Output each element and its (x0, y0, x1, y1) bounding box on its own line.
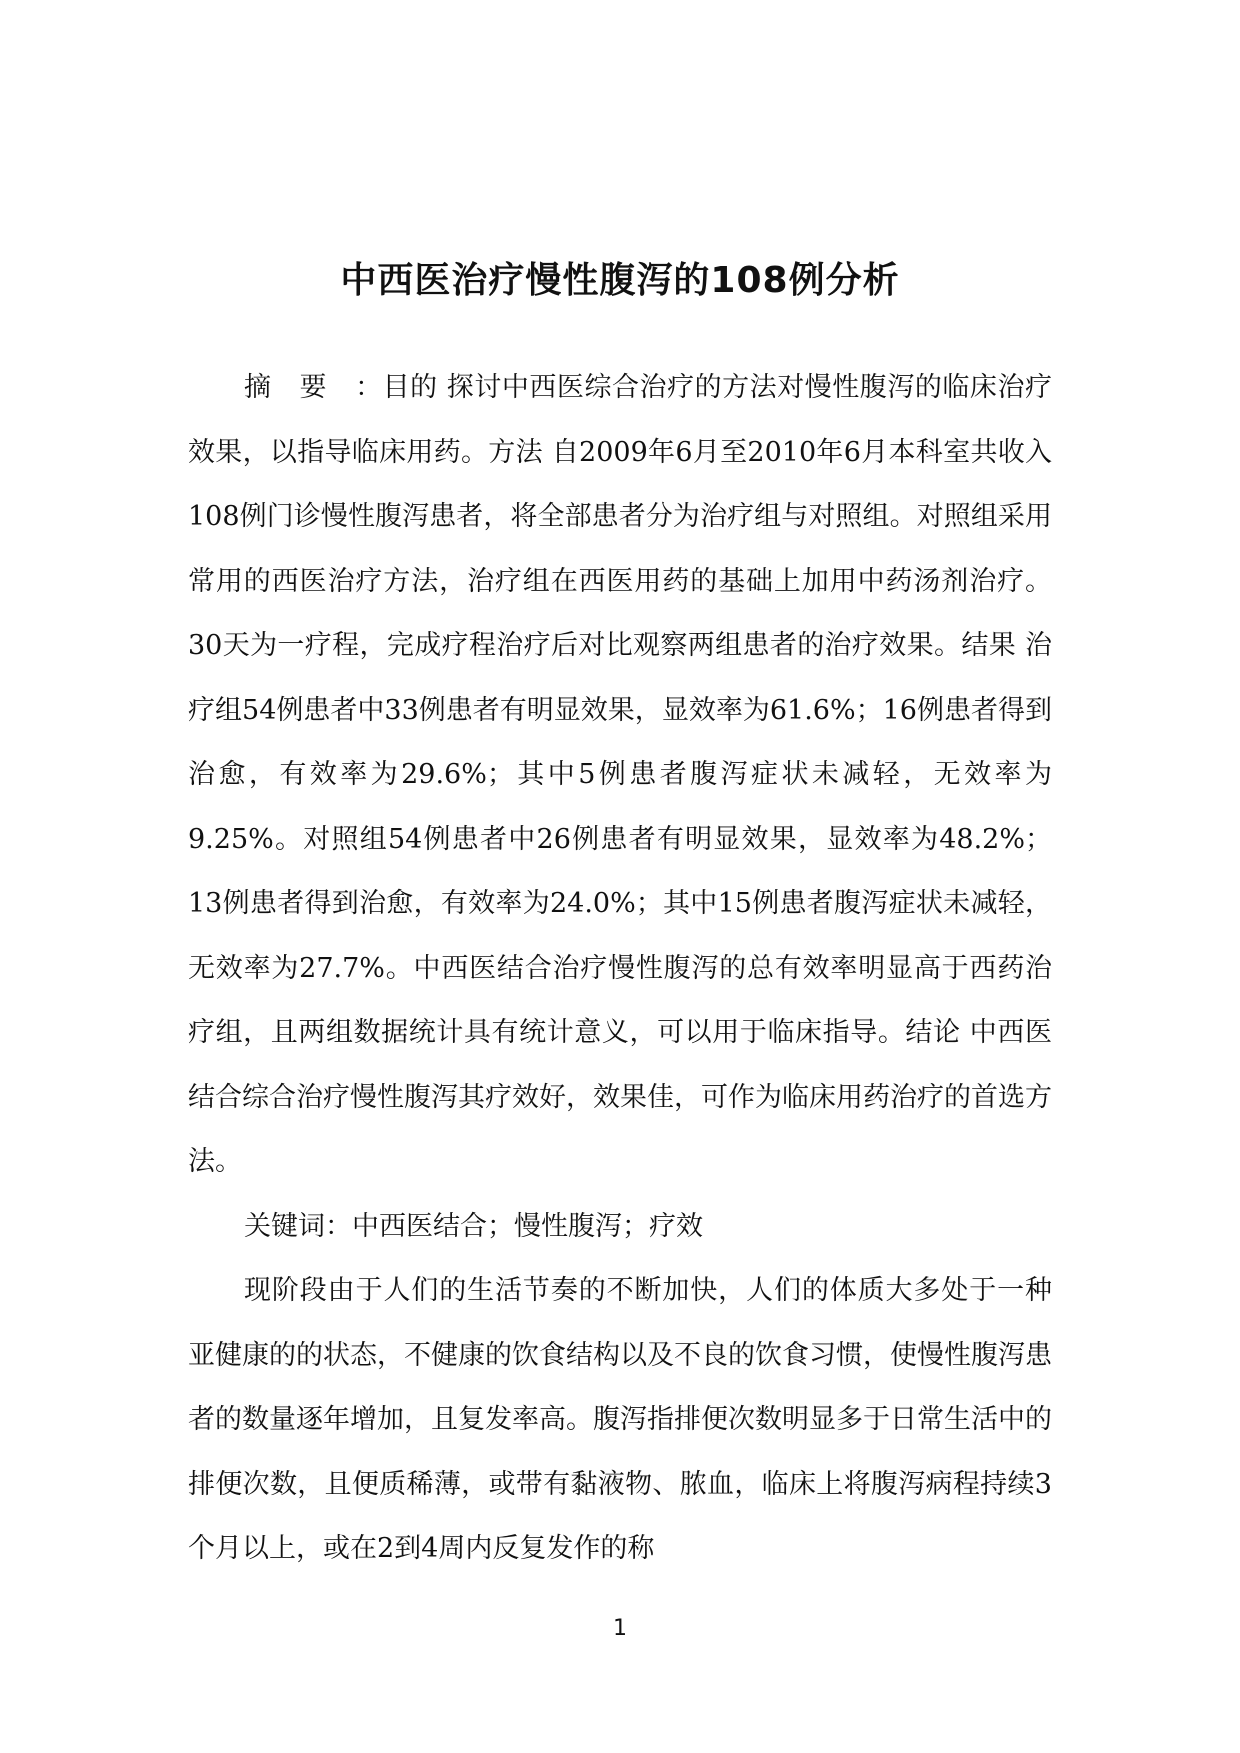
paper-title: 中西医治疗慢性腹泻的108例分析 (340, 260, 900, 301)
abstract-text: ：目的 探讨中西医综合治疗的方法对慢性腹泻的临床治疗效果，以指导临床用药。方法 自2009年6月至2010年6月本科室共收入108例门诊慢性腹泻患者，将全部患者分为治疗组与对照组。对照组采用常用的西医治疗方法，治疗组在西医用药的基础上加用中药汤剂治疗。30天为一疗程，完成疗程治疗后对比观察两组患者的治疗效果。结果 治疗组54例患者中33例患者有明显效果，显效率为61.6%；16例患者得到治愈，有效率为29.6%；其中5例患者腹泻症状未减轻，无效率为9.25%。对照组54例患者中26例患者有明显效果，显效率为48.2%；13例患者得到治愈，有效率为24.0%；其中15例患者腹泻症状未减轻，无效率为27.7%。中西医结合治疗慢性腹泻的总有效率明显高于西药治疗组，且两组数据统计具有统计意义，可以用于临床指导。结论 中西医结合综合治疗慢性腹泻其疗效好，效果佳，可作为临床用药治疗的首选方法。 (188, 372, 1052, 1177)
abstract-paragraph (188, 356, 1052, 1195)
intro-paragraph: 现阶段由于人们的生活节奏的不断加快，人们的体质大多处于一种亚健康的的状态，不健康的饮食结构以及不良的饮食习惯，使慢性腹泻患者的数量逐年增加，且复发率高。腹泻指排便次数明显多于日常生活中的排便次数，且便质稀薄，或带有黏液物、脓血，临床上将腹泻病程持续3个月以上，或在2到4周内反复发作的称 (188, 1275, 1052, 1564)
abstract-label: 摘要 (244, 372, 356, 403)
body-text (188, 356, 1052, 1582)
keywords-paragraph: 关键词：中西医结合；慢性腹泻；疗效 (244, 1210, 703, 1242)
page-number: 1 (613, 1616, 627, 1641)
